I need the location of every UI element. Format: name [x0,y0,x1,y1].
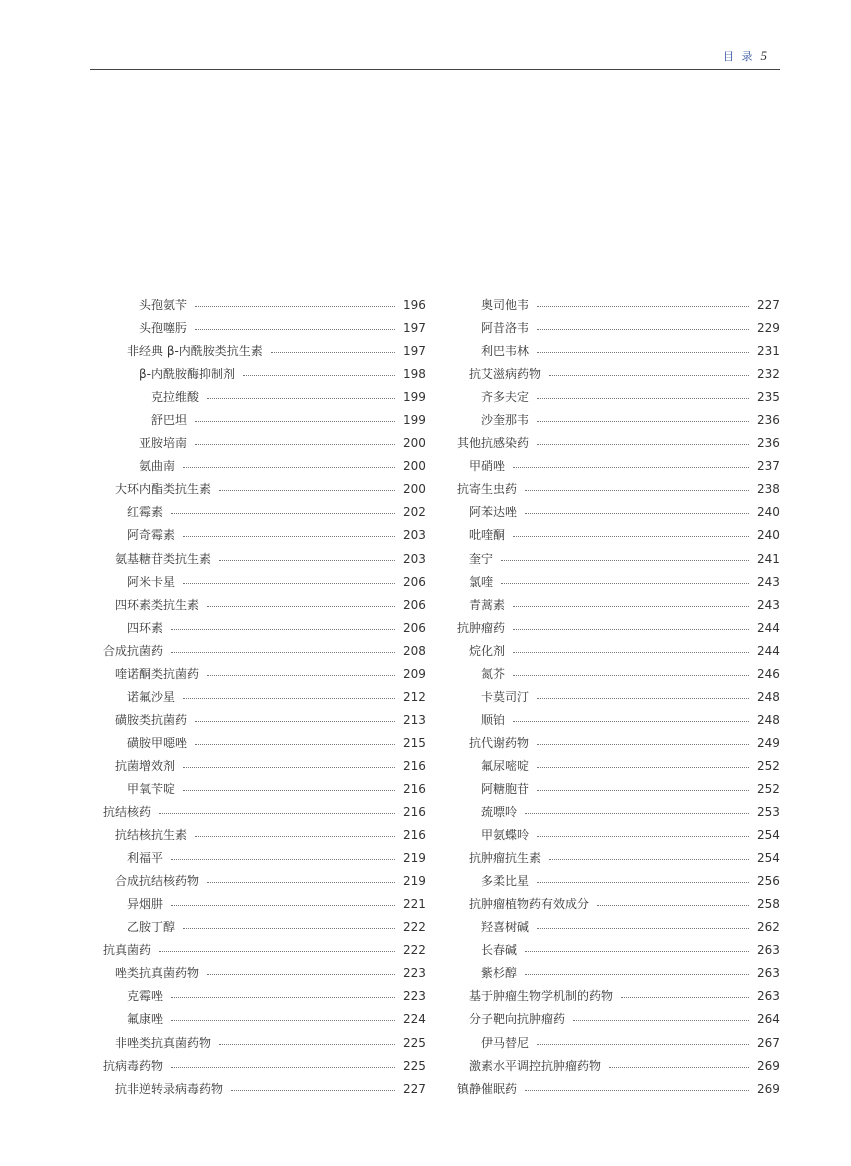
dot-leader [207,974,395,975]
toc-entry-title: 利福平 [127,851,164,866]
toc-entry[interactable] [103,294,425,317]
toc-entry-title: 阿糖胞苷 [481,782,530,796]
dot-leader [525,951,749,952]
toc-entry[interactable] [457,409,779,432]
toc-entry-title: 阿米卡星 [127,574,176,589]
toc-entry-title: 克拉维酸 [151,390,200,405]
dot-leader [243,375,395,376]
dot-leader [195,444,395,445]
dot-leader [183,536,395,537]
dot-leader [525,813,749,814]
dot-leader [271,352,395,353]
toc-entry[interactable] [457,594,779,617]
toc-entry-title: 羟喜树碱 [481,920,530,935]
dot-leader [171,629,395,630]
toc-entry-title: 抗肿瘤植物药有效成分 [469,897,590,912]
toc-entry-page: 200 [403,482,426,497]
toc-entry-page: 248 [757,689,780,704]
toc-entry-page: 244 [757,620,780,635]
toc-entry[interactable] [457,893,779,916]
toc-entry-page: 236 [757,436,780,451]
toc-entry-title: 四环素 [127,620,164,635]
toc-entry-title: 奥司他韦 [481,298,530,313]
dot-leader [513,467,749,468]
toc-entry-page: 199 [403,413,426,428]
toc-entry[interactable] [103,985,425,1008]
toc-entry[interactable] [103,1008,425,1031]
toc-entry-page: 238 [757,482,780,497]
header-page-number: 5 [760,48,767,63]
toc-entry[interactable] [457,962,779,985]
dot-leader [537,329,749,330]
toc-entry-page: 263 [757,966,780,981]
dot-leader [549,859,749,860]
toc-entry[interactable] [103,939,425,962]
toc-entry[interactable] [457,478,779,501]
dot-leader [195,329,395,330]
dot-leader [537,836,749,837]
toc-entry-title: 青蒿素 [469,597,506,612]
dot-leader [573,1020,749,1021]
toc-column-left [103,294,425,1101]
toc-entry-page: 246 [757,666,780,681]
toc-entry-page: 197 [403,321,426,336]
toc-entry-page: 263 [757,943,780,958]
toc-entry-title: 抗肿瘤药 [457,620,506,635]
toc-entry[interactable] [457,317,779,340]
toc-entry[interactable] [103,501,425,524]
toc-entry[interactable] [457,455,779,478]
toc-entry-title: 抗菌增效剂 [115,758,176,773]
toc-entry-title: 氟尿嘧啶 [481,758,530,773]
toc-entry-title: 分子靶向抗肿瘤药 [469,1012,566,1027]
toc-entry-title: 氮芥 [481,666,506,681]
toc-entry-title: 红霉素 [127,505,164,520]
toc-entry-title: 阿昔洛韦 [481,321,530,336]
toc-entry[interactable] [457,1055,779,1078]
toc-entry[interactable] [457,870,779,893]
toc-entry-title: 氨基糖苷类抗生素 [115,551,212,566]
toc-entry[interactable] [103,524,425,547]
dot-leader [183,698,395,699]
toc-entry[interactable] [103,686,425,709]
toc-entry[interactable] [457,294,779,317]
toc-entry-page: 223 [403,966,426,981]
toc-entry-title: 阿奇霉素 [127,528,176,543]
toc-entry-page: 232 [757,367,780,382]
toc-entry-title: 齐多夫定 [481,390,530,405]
toc-entry[interactable] [103,755,425,778]
toc-entry-title: 多柔比星 [481,874,530,889]
toc-entry-page: 203 [403,528,426,543]
header-rule [90,69,780,70]
dot-leader [537,928,749,929]
dot-leader [171,1067,395,1068]
toc-entry-title: 氯喹 [469,574,494,589]
toc-entry-title: 烷化剂 [469,643,506,658]
toc-entry-title: 甲氧苄啶 [127,782,176,796]
toc-entry-page: 240 [757,528,780,543]
dot-leader [171,905,395,906]
toc-entry[interactable] [457,755,779,778]
toc-entry-page: 269 [757,1081,780,1096]
dot-leader [171,513,395,514]
toc-entry[interactable] [457,1078,779,1101]
dot-leader [159,951,395,952]
dot-leader [549,375,749,376]
toc-entry-title: 抗寄生虫药 [457,482,518,497]
toc-entry[interactable] [457,432,779,455]
dot-leader [525,1090,749,1091]
toc-entry-title: 激素水平调控抗肿瘤药物 [469,1058,602,1073]
toc-entry[interactable] [103,594,425,617]
dot-leader [525,513,749,514]
toc-entry[interactable] [457,501,779,524]
toc-entry[interactable] [103,363,425,386]
dot-leader [513,721,749,722]
toc-entry[interactable] [457,824,779,847]
toc-entry-page: 212 [403,689,426,704]
toc-entry-page: 264 [757,1012,780,1027]
toc-entry-page: 222 [403,920,426,935]
toc-entry-page: 198 [403,367,426,382]
toc-entry-page: 199 [403,390,426,405]
toc-entry-page: 203 [403,551,426,566]
toc-entry-title: 磺胺类抗菌药 [115,712,188,727]
dot-leader [501,583,749,584]
toc-entry-page: 225 [403,1035,426,1050]
dot-leader [183,467,395,468]
dot-leader [171,997,395,998]
toc-entry-title: 吡喹酮 [469,528,506,543]
toc-entry-page: 216 [403,782,426,796]
toc-entry-page: 227 [403,1081,426,1096]
toc-entry-title: 利巴韦林 [481,344,530,359]
toc-entry-title: 基于肿瘤生物学机制的药物 [469,989,614,1004]
toc-entry-title: 阿苯达唑 [469,505,518,520]
toc-entry[interactable] [457,340,779,363]
dot-leader [525,974,749,975]
toc-entry[interactable] [457,524,779,547]
dot-leader [513,536,749,537]
toc-entry-page: 200 [403,459,426,474]
dot-leader [195,721,395,722]
dot-leader [231,1090,395,1091]
dot-leader [609,1067,749,1068]
toc-entry[interactable] [457,663,779,686]
toc-entry-page: 216 [403,828,426,843]
header-section-title: 目 录 [723,50,755,63]
toc-entry-page: 256 [757,874,780,889]
toc-entry-page: 248 [757,712,780,727]
dot-leader [195,421,395,422]
toc-entry-title: 唑类抗真菌药物 [115,966,200,981]
toc-entry-title: 抗肿瘤抗生素 [469,851,542,866]
toc-entry[interactable] [103,962,425,985]
toc-entry-page: 216 [403,805,426,820]
toc-entry-page: 249 [757,735,780,750]
toc-entry-page: 202 [403,505,426,520]
dot-leader [537,790,749,791]
dot-leader [207,675,395,676]
dot-leader [597,905,749,906]
toc-entry-title: 其他抗感染药 [457,436,530,451]
toc-entry-page: 206 [403,597,426,612]
toc-entry[interactable] [103,640,425,663]
dot-leader [195,744,395,745]
dot-leader [513,652,749,653]
dot-leader [183,790,395,791]
toc-entry[interactable] [457,939,779,962]
dot-leader [207,398,395,399]
toc-entry[interactable] [457,686,779,709]
toc-entry[interactable] [103,340,425,363]
toc-entry-page: 237 [757,459,780,474]
toc-entry[interactable] [103,432,425,455]
toc-entry-page: 215 [403,735,426,750]
running-header [723,48,767,64]
toc-entry-title: 头孢氨苄 [139,298,188,313]
toc-entry[interactable] [103,870,425,893]
dot-leader [537,421,749,422]
toc-entry-title: 甲硝唑 [469,459,506,474]
dot-leader [537,882,749,883]
toc-entry-title: 四环素类抗生素 [115,597,200,612]
toc-entry[interactable] [457,916,779,939]
toc-entry-page: 206 [403,620,426,635]
toc-entry-page: 219 [403,874,426,889]
toc-entry-page: 244 [757,643,780,658]
toc-entry-title: 紫杉醇 [481,966,518,981]
toc-entry-title: 喹诺酮类抗菌药 [115,666,200,681]
toc-entry-title: 甲氨蝶呤 [481,828,530,843]
toc-entry[interactable] [457,709,779,732]
dot-leader [183,583,395,584]
toc-entry-page: 200 [403,436,426,451]
toc-entry-title: β-内酰胺酶抑制剂 [139,367,235,382]
toc-entry-page: 263 [757,989,780,1004]
toc-entry-page: 252 [757,782,780,796]
toc-entry-page: 196 [403,298,426,313]
toc-entry[interactable] [103,571,425,594]
toc-entry-page: 240 [757,505,780,520]
toc-entry[interactable] [457,548,779,571]
toc-entry-page: 267 [757,1035,780,1050]
toc-entry[interactable] [103,478,425,501]
dot-leader [171,859,395,860]
toc-entry-title: 镇静催眠药 [457,1081,518,1096]
dot-leader [219,490,395,491]
toc-entry-title: 乙胺丁醇 [127,920,176,935]
dot-leader [537,352,749,353]
toc-entry-page: 254 [757,828,780,843]
toc-entry-title: 非唑类抗真菌药物 [115,1035,212,1050]
toc-entry-page: 227 [757,298,780,313]
toc-entry-page: 241 [757,551,780,566]
toc-entry-title: 长春碱 [481,943,518,958]
toc-entry[interactable] [457,1008,779,1031]
toc-entry-title: 合成抗菌药 [103,643,164,658]
toc-entry[interactable] [103,732,425,755]
toc-entry-title: 巯嘌呤 [481,805,518,820]
toc-entry[interactable] [103,1032,425,1055]
toc-entry[interactable] [103,709,425,732]
toc-entry[interactable] [103,409,425,432]
toc-entry-title: 克霉唑 [127,989,164,1004]
toc-entry-page: 197 [403,344,426,359]
toc-entry[interactable] [457,801,779,824]
dot-leader [537,698,749,699]
toc-entry-page: 253 [757,805,780,820]
toc-entry-page: 213 [403,712,426,727]
dot-leader [525,490,749,491]
toc-entry-title: 抗病毒药物 [103,1058,164,1073]
toc-entry-page: 243 [757,597,780,612]
dot-leader [183,928,395,929]
toc-entry-title: 氟康唑 [127,1012,164,1027]
toc-entry-title: 诺氟沙星 [127,689,176,704]
toc-entry-page: 216 [403,758,426,773]
toc-entry[interactable] [103,548,425,571]
toc-entry-title: 大环内酯类抗生素 [115,482,212,497]
toc-entry-title: 抗代谢药物 [469,735,530,750]
toc-entry-page: 209 [403,666,426,681]
dot-leader [183,767,395,768]
dot-leader [537,444,749,445]
dot-leader [537,744,749,745]
toc-entry[interactable] [457,847,779,870]
dot-leader [621,997,749,998]
toc-entry-title: 头孢噻肟 [139,321,188,336]
dot-leader [513,675,749,676]
toc-entry-title: 氨曲南 [139,459,176,474]
dot-leader [195,306,395,307]
toc-entry[interactable] [103,893,425,916]
dot-leader [171,652,395,653]
dot-leader [207,606,395,607]
toc-entry-title: 抗结核药 [103,805,152,820]
toc-entry[interactable] [457,617,779,640]
dot-leader [207,882,395,883]
toc-entry[interactable] [103,663,425,686]
toc-entry-title: 抗结核抗生素 [115,828,188,843]
toc-entry[interactable] [103,801,425,824]
toc-entry[interactable] [457,985,779,1008]
toc-entry-page: 206 [403,574,426,589]
toc-entry-page: 231 [757,344,780,359]
dot-leader [171,1020,395,1021]
dot-leader [513,606,749,607]
toc-entry-title: 卡莫司汀 [481,689,530,704]
dot-leader [537,398,749,399]
toc-entry[interactable] [103,386,425,409]
toc-entry-title: 舒巴坦 [151,413,188,428]
toc-entry[interactable] [103,847,425,870]
toc-entry-page: 254 [757,851,780,866]
toc-entry-title: 异烟肼 [127,897,164,912]
dot-leader [537,767,749,768]
toc-entry[interactable] [103,916,425,939]
toc-entry[interactable] [103,778,425,801]
toc-entry[interactable] [457,386,779,409]
toc-entry[interactable] [103,455,425,478]
toc-entry-page: 269 [757,1058,780,1073]
toc-column-right [457,294,779,1101]
toc-entry[interactable] [457,778,779,801]
dot-leader [537,1044,749,1045]
toc-entry-page: 223 [403,989,426,1004]
toc-entry-page: 252 [757,758,780,773]
toc-entry[interactable] [457,571,779,594]
toc-entry-title: 抗非逆转录病毒药物 [115,1081,224,1096]
toc-entry-title: 奎宁 [469,551,494,566]
toc-entry-page: 235 [757,390,780,405]
toc-entry-page: 262 [757,920,780,935]
toc-entry-page: 222 [403,943,426,958]
toc-entry-title: 非经典 β-内酰胺类抗生素 [127,344,263,359]
dot-leader [513,629,749,630]
toc-entry-page: 219 [403,851,426,866]
dot-leader [219,1044,395,1045]
toc-entry[interactable] [103,1078,425,1101]
toc-entry-title: 磺胺甲噁唑 [127,735,188,750]
toc-entry-title: 抗艾滋病药物 [469,367,542,382]
toc-entry-page: 258 [757,897,780,912]
toc-entry-title: 合成抗结核药物 [115,874,200,889]
toc-entry-page: 243 [757,574,780,589]
toc-entry[interactable] [103,824,425,847]
toc-entry-title: 顺铂 [481,712,506,727]
toc-entry-page: 229 [757,321,780,336]
toc-entry-title: 沙奎那韦 [481,413,530,428]
toc-entry-title: 亚胺培南 [139,436,188,451]
toc-entry[interactable] [457,640,779,663]
toc-entry-page: 236 [757,413,780,428]
dot-leader [219,560,395,561]
toc-entry[interactable] [103,317,425,340]
toc-entry[interactable] [457,732,779,755]
toc-entry-page: 221 [403,897,426,912]
toc-entry-title: 伊马替尼 [481,1035,530,1050]
toc-entry-page: 224 [403,1012,426,1027]
toc-entry[interactable] [103,617,425,640]
toc-entry[interactable] [457,363,779,386]
toc-entry[interactable] [457,1032,779,1055]
dot-leader [195,836,395,837]
toc-entry[interactable] [103,1055,425,1078]
toc-entry-title: 抗真菌药 [103,943,152,958]
dot-leader [537,306,749,307]
dot-leader [159,813,395,814]
dot-leader [501,560,749,561]
toc-entry-page: 208 [403,643,426,658]
toc-entry-page: 225 [403,1058,426,1073]
